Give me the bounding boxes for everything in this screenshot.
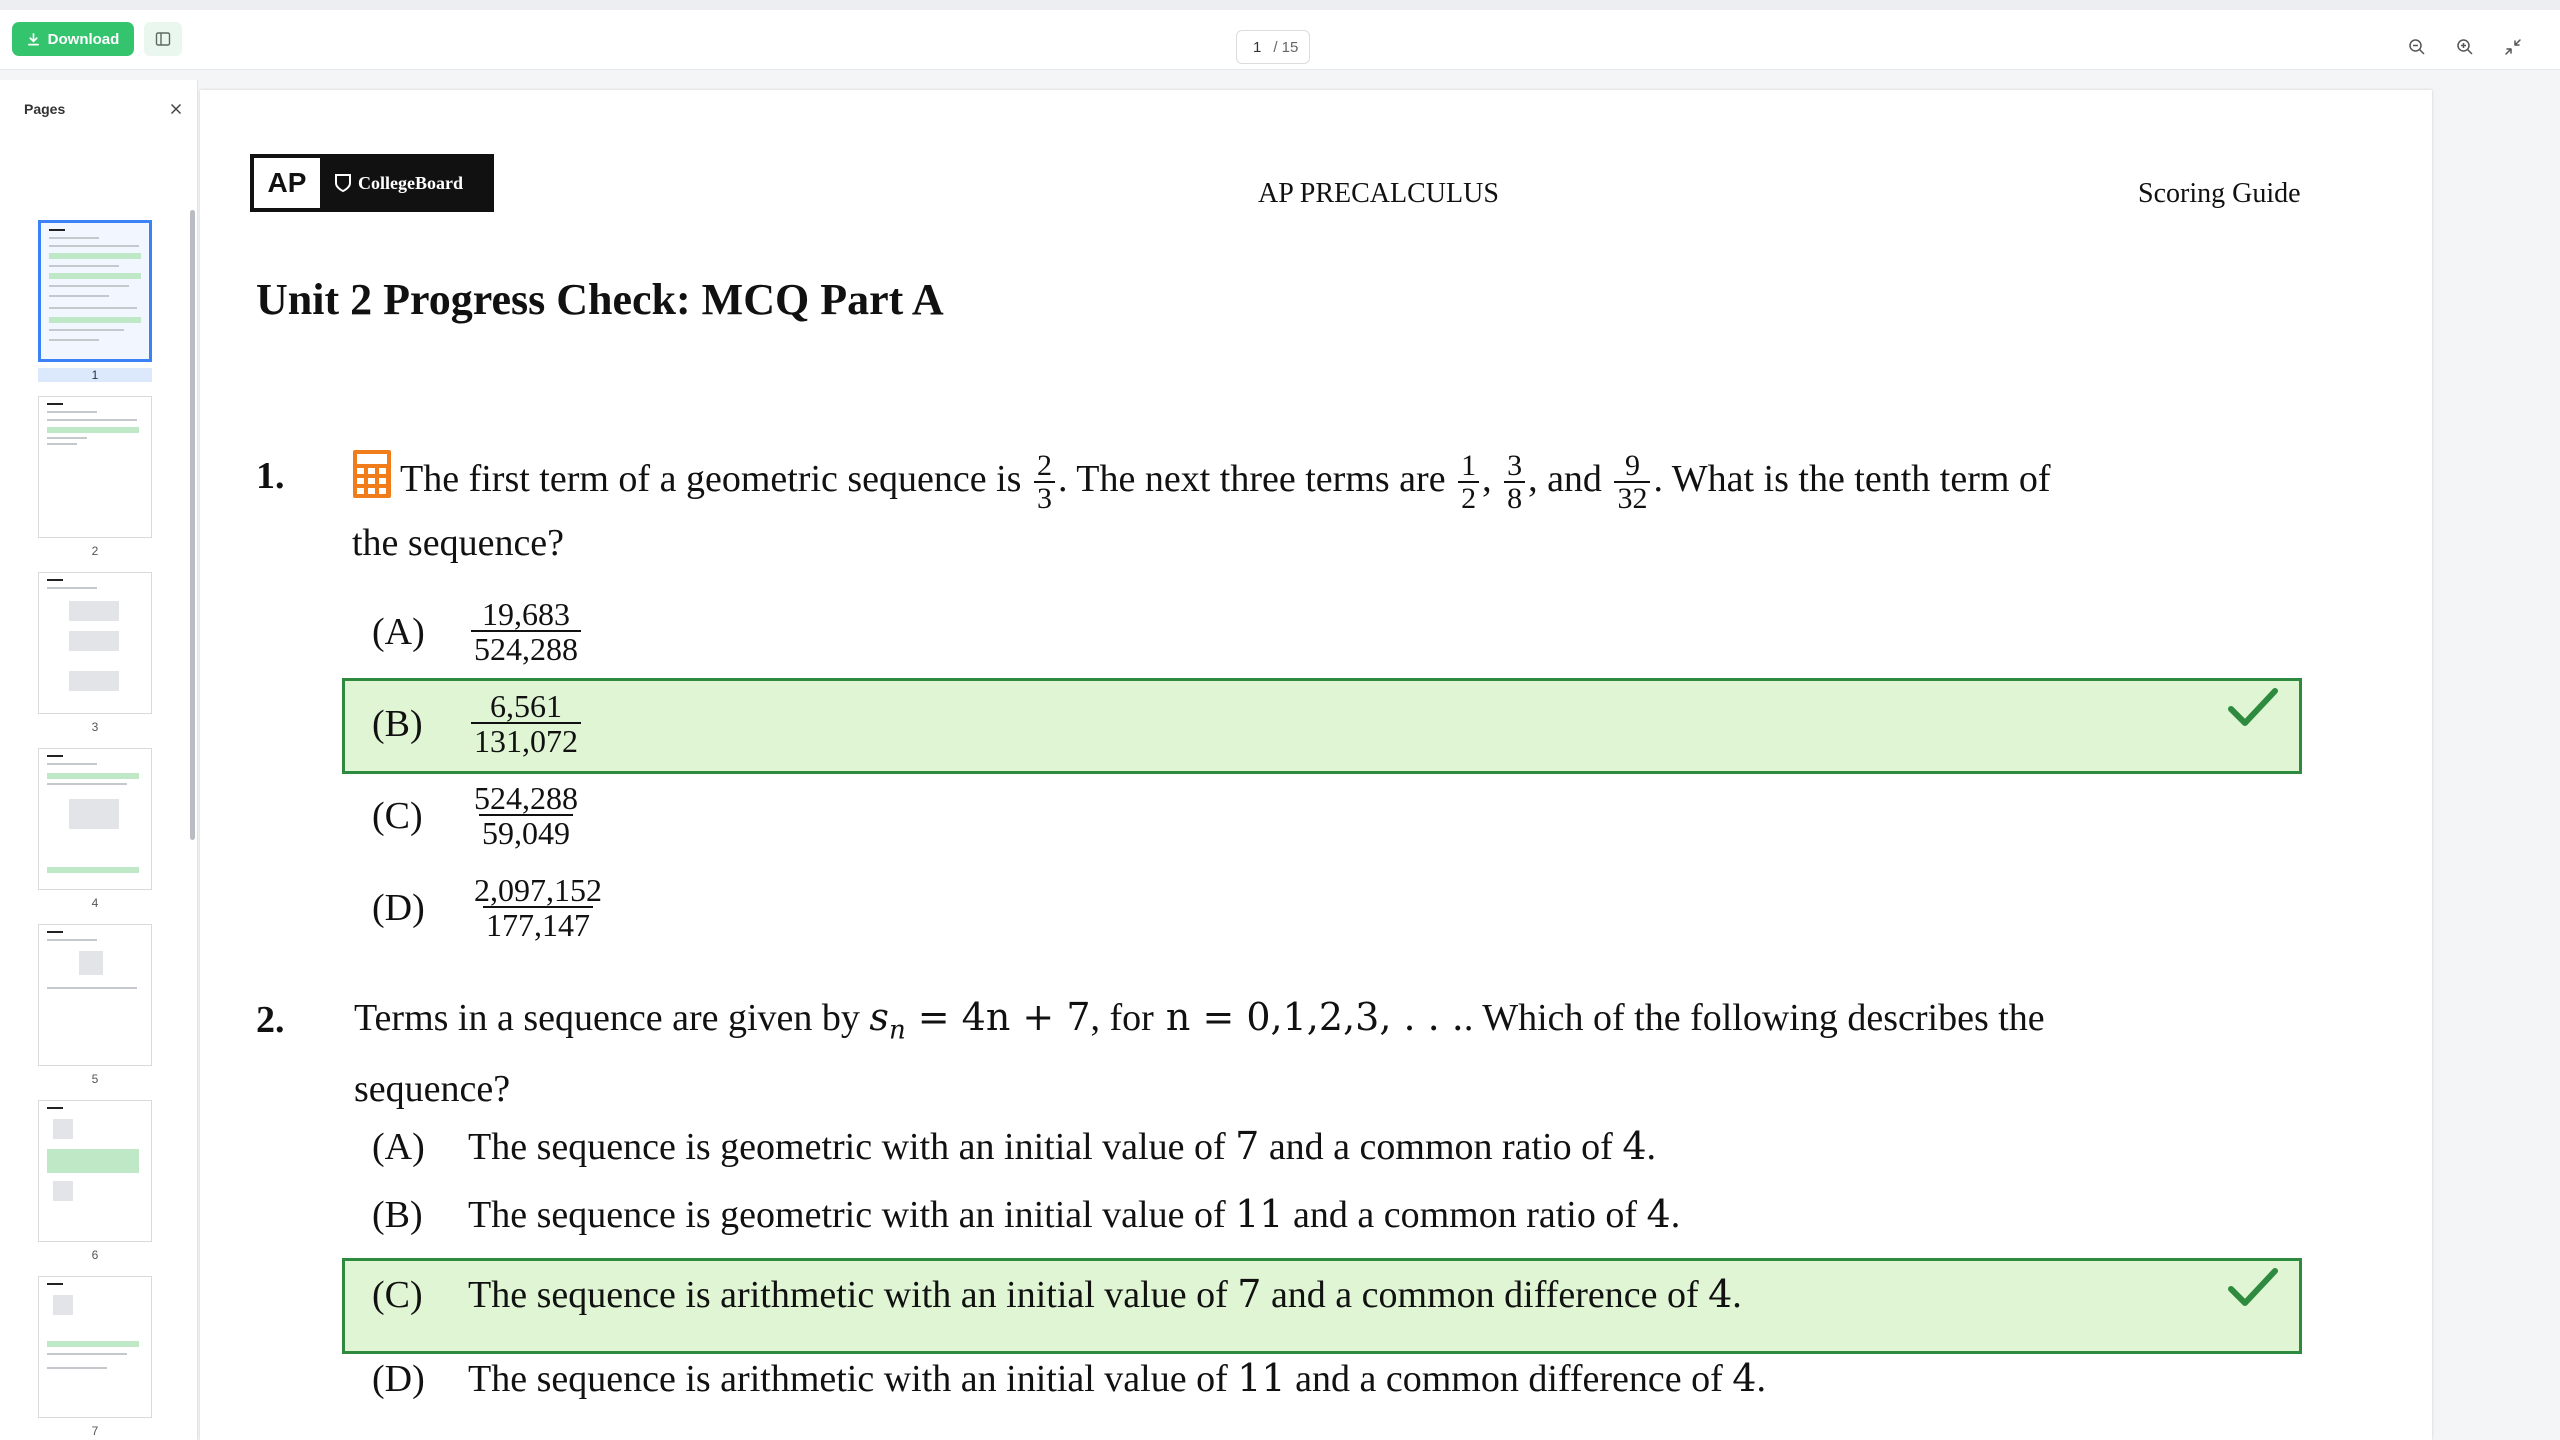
q2-text-part: , for	[1090, 997, 1154, 1039]
thumbnail-number: 2	[91, 544, 99, 558]
calculator-icon	[352, 449, 392, 499]
denominator: 524,288	[471, 630, 581, 665]
ap-logo-mark: AP	[254, 158, 320, 208]
choice-fraction	[471, 690, 581, 757]
denominator: 32	[1614, 481, 1650, 514]
formula-subscript: n	[888, 1015, 906, 1046]
choice-letter: (B)	[372, 1193, 423, 1236]
question-2-number: 2.	[256, 999, 285, 1041]
close-icon	[170, 103, 182, 115]
q2-choice-a[interactable]	[372, 1124, 1656, 1169]
sidebar-scrollbar[interactable]	[190, 210, 195, 840]
ap-collegeboard-logo	[250, 154, 494, 212]
exit-fullscreen-button[interactable]	[2502, 36, 2524, 58]
collegeboard-logo-text	[334, 173, 463, 194]
thumbnail-page-4[interactable]	[38, 748, 152, 910]
download-icon	[27, 33, 40, 46]
denominator: 3	[1034, 481, 1055, 514]
thumbnail-number: 6	[91, 1248, 99, 1262]
zoom-in-icon	[2456, 38, 2474, 56]
formula-expression: = 4n + 7	[905, 995, 1091, 1039]
formula-domain: n = 0,1,2,3, . . .	[1153, 995, 1464, 1039]
fraction	[1504, 448, 1525, 515]
thumbnail-image	[38, 572, 152, 714]
thumbnail-page-2[interactable]	[38, 396, 152, 558]
q1-text-part: ,	[1482, 458, 1492, 500]
toolbar	[0, 10, 2560, 70]
denominator: 8	[1504, 481, 1525, 514]
thumbnail-image	[38, 396, 152, 538]
thumbnail-page-1[interactable]	[38, 220, 152, 382]
choice-letter: (A)	[372, 1125, 425, 1168]
thumbnail-page-5[interactable]	[38, 924, 152, 1086]
choice-text: The sequence is geometric with an initial value of 7 and a common ratio of 4.	[468, 1124, 1657, 1168]
thumbnail-page-7[interactable]	[38, 1276, 152, 1438]
q2-choice-b[interactable]	[372, 1192, 1680, 1237]
choice-letter: (D)	[372, 1357, 425, 1400]
choice-text: The sequence is geometric with an initial value of 11 and a common ratio of 4.	[468, 1192, 1681, 1236]
choice-letter: (C)	[372, 1273, 423, 1316]
numerator: 524,288	[474, 780, 578, 816]
thumbnail-image	[38, 748, 152, 890]
formula-var: s	[869, 995, 889, 1039]
zoom-out-button[interactable]	[2406, 36, 2428, 58]
numerator: 19,683	[482, 596, 570, 632]
thumbnail-number: 5	[91, 1072, 99, 1086]
thumbnail-image	[38, 1100, 152, 1242]
denominator: 59,049	[479, 814, 573, 849]
q2-text-part: . Which of the following describes the	[1463, 997, 2045, 1039]
thumbnail-number: 1	[38, 368, 152, 382]
acorn-icon	[334, 173, 352, 193]
download-button[interactable]	[12, 22, 134, 56]
q1-text-part: . What is the tenth term of	[1653, 458, 2051, 500]
thumbnail-page-6[interactable]	[38, 1100, 152, 1262]
q2-choice-c[interactable]	[372, 1272, 1742, 1317]
q1-text-part: , and	[1528, 458, 1602, 500]
correct-answer-highlight-q1	[342, 678, 2302, 774]
numerator: 3	[1507, 448, 1523, 482]
denominator: 177,147	[483, 906, 593, 941]
numerator: 1	[1461, 448, 1477, 482]
q1-choice-c[interactable]	[372, 782, 584, 849]
close-sidebar-button[interactable]	[168, 101, 184, 117]
sidebar-panel-icon	[155, 31, 171, 47]
thumbnail-image	[38, 924, 152, 1066]
zoom-in-button[interactable]	[2454, 36, 2476, 58]
checkmark-icon	[2227, 1267, 2279, 1309]
question-1-number: 1.	[256, 455, 285, 497]
checkmark-icon	[2227, 687, 2279, 729]
zoom-out-icon	[2408, 38, 2426, 56]
q1-choice-b[interactable]	[372, 690, 584, 757]
numerator: 2,097,152	[474, 872, 602, 908]
fraction	[1458, 448, 1479, 515]
thumbnail-number: 7	[91, 1424, 99, 1438]
choice-letter: (A)	[372, 610, 425, 653]
denominator: 131,072	[471, 722, 581, 757]
q2-text-part: sequence?	[354, 1067, 511, 1110]
collapse-icon	[2504, 38, 2522, 56]
fraction	[1614, 448, 1650, 515]
thumbnail-image	[38, 220, 152, 362]
choice-fraction	[471, 874, 605, 941]
formula-s	[869, 995, 906, 1046]
download-label: Download	[47, 30, 120, 48]
numerator: 2	[1036, 448, 1052, 482]
question-2-text	[354, 988, 2354, 1118]
q1-choice-a[interactable]	[372, 598, 584, 665]
numerator: 6,561	[490, 688, 562, 724]
pages-sidebar	[0, 80, 198, 1440]
q1-text-part: the sequence?	[352, 521, 565, 564]
current-page[interactable]: 1	[1253, 38, 1262, 56]
q2-text-part: Terms in a sequence are given by	[354, 997, 860, 1039]
q1-choice-d[interactable]	[372, 874, 608, 941]
choice-letter: (C)	[372, 794, 423, 837]
choice-fraction	[471, 782, 581, 849]
thumbnail-image	[38, 1276, 152, 1418]
collegeboard-name: CollegeBoard	[358, 172, 463, 193]
choice-letter: (B)	[372, 702, 423, 745]
q1-text-part: . The next three terms are	[1057, 458, 1446, 500]
thumbnail-list	[0, 138, 190, 1440]
sidebar-header	[24, 94, 184, 124]
page-number-input[interactable]	[1236, 30, 1310, 64]
q2-choice-d[interactable]	[372, 1356, 1766, 1401]
fraction	[1034, 448, 1055, 515]
thumbnail-page-3[interactable]	[38, 572, 152, 734]
toggle-sidebar-button[interactable]	[144, 22, 182, 56]
scoring-guide-label: Scoring Guide	[2138, 178, 2301, 209]
choice-fraction	[471, 598, 581, 665]
choice-letter: (D)	[372, 886, 425, 929]
document-page	[200, 90, 2432, 1440]
q1-text-part: The first term of a geometric sequence is	[400, 458, 1022, 500]
choice-text: The sequence is arithmetic with an initial value of 7 and a common difference of 4.	[468, 1272, 1742, 1316]
course-title: AP PRECALCULUS	[1258, 178, 1499, 209]
unit-title: Unit 2 Progress Check: MCQ Part A	[256, 275, 944, 324]
thumbnail-number: 3	[91, 720, 99, 734]
total-pages: / 15	[1273, 38, 1299, 56]
choice-text: The sequence is arithmetic with an initial value of 11 and a common difference of 4.	[468, 1356, 1766, 1400]
thumbnail-number: 4	[91, 896, 99, 910]
question-1-text	[352, 450, 2352, 572]
denominator: 2	[1458, 481, 1479, 514]
sidebar-title: Pages	[24, 101, 66, 117]
numerator: 9	[1624, 448, 1640, 482]
window-top-strip	[0, 0, 2560, 10]
